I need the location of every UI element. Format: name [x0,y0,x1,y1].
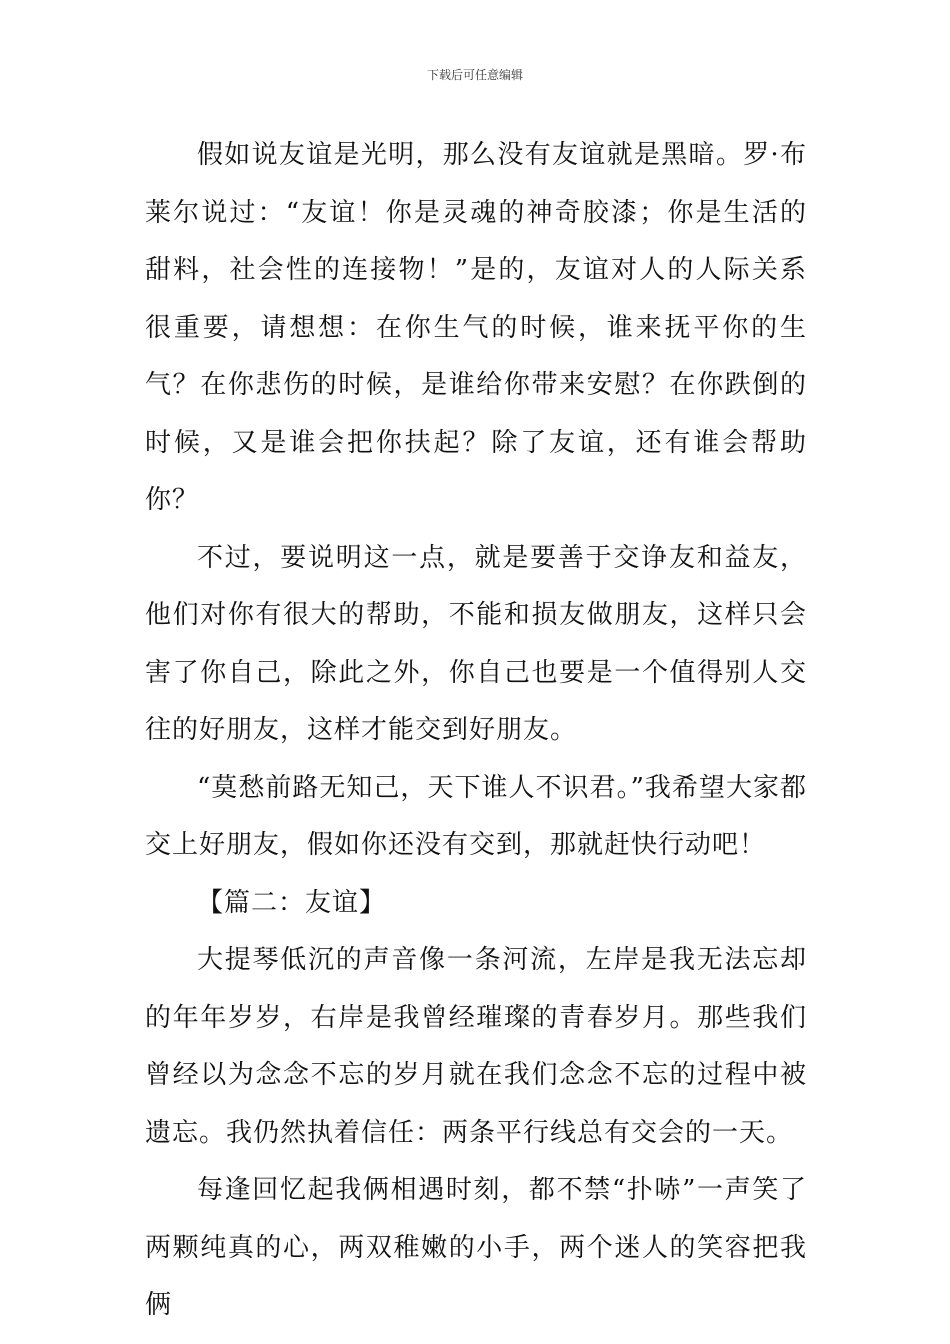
paragraph-5: 每逢回忆起我俩相遇时刻，都不禁“扑哧”一声笑了两颗纯真的心，两双稚嫩的小手，两个迷人的笑容把我俩 [145,1175,807,1320]
page-header: 下载后可任意编辑 [426,68,523,82]
paragraph-3: “莫愁前路无知己，天下谁人不识君。”我希望大家都交上好朋友，假如你还没有交到，那就赶快行动吧！ [145,772,807,860]
section-heading: 【篇二：友谊】 [197,887,387,918]
paragraph-2: 不过，要说明这一点，就是要善于交诤友和益友，他们对你有很大的帮助，不能和损友做朋友，这样只会害了你自己，除此之外，你自己也要是一个值得别人交往的好朋友，这样才能交到好朋友。 [145,542,807,745]
paragraph-4: 大提琴低沉的声音像一条河流，左岸是我无法忘却的年年岁岁，右岸是我曾经璀璨的青春岁月。那些我们曾经以为念念不忘的岁月就在我们念念不忘的过程中被遗忘。我仍然执着信任：两条平行线总有交会的一天。 [145,945,807,1148]
paragraph-1: 假如说友谊是光明，那么没有友谊就是黑暗。罗·布莱尔说过：“友谊！你是灵魂的神奇胶漆；你是生活的甜料，社会性的连接物！”是的，友谊对人的人际关系很重要，请想想：在你生气的时候，谁来抚平你的生气？在你悲伤的时候，是谁给你带来安慰？在你跌倒的时候，又是谁会把你扶起？除了友谊，还有谁会帮助你？ [145,140,807,515]
document-body [145,127,807,1335]
